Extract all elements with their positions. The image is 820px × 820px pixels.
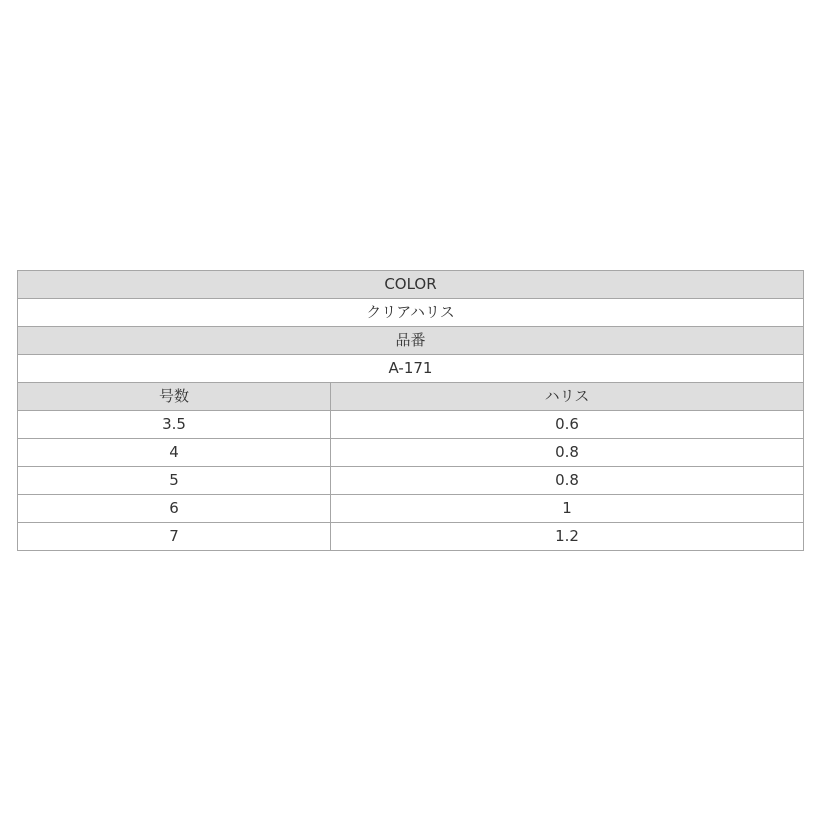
size-cell: 7 bbox=[18, 523, 331, 551]
size-cell: 4 bbox=[18, 439, 331, 467]
part-number-value: A-171 bbox=[18, 355, 804, 383]
harisu-cell: 1.2 bbox=[331, 523, 804, 551]
part-number-header-row bbox=[18, 327, 804, 355]
color-value-row bbox=[18, 299, 804, 327]
table-row bbox=[18, 467, 804, 495]
color-header: COLOR bbox=[18, 271, 804, 299]
column-header-row bbox=[18, 383, 804, 411]
column-header-size: 号数 bbox=[18, 383, 331, 411]
part-number-value-row bbox=[18, 355, 804, 383]
part-number-header: 品番 bbox=[18, 327, 804, 355]
harisu-cell: 1 bbox=[331, 495, 804, 523]
harisu-cell: 0.6 bbox=[331, 411, 804, 439]
column-header-harisu: ハリス bbox=[331, 383, 804, 411]
size-cell: 3.5 bbox=[18, 411, 331, 439]
table-row bbox=[18, 495, 804, 523]
harisu-cell: 0.8 bbox=[331, 467, 804, 495]
table-row bbox=[18, 411, 804, 439]
size-cell: 6 bbox=[18, 495, 331, 523]
table-row bbox=[18, 523, 804, 551]
color-header-row bbox=[18, 271, 804, 299]
spec-table bbox=[17, 270, 804, 551]
table-row bbox=[18, 439, 804, 467]
color-value: クリアハリス bbox=[18, 299, 804, 327]
harisu-cell: 0.8 bbox=[331, 439, 804, 467]
size-cell: 5 bbox=[18, 467, 331, 495]
